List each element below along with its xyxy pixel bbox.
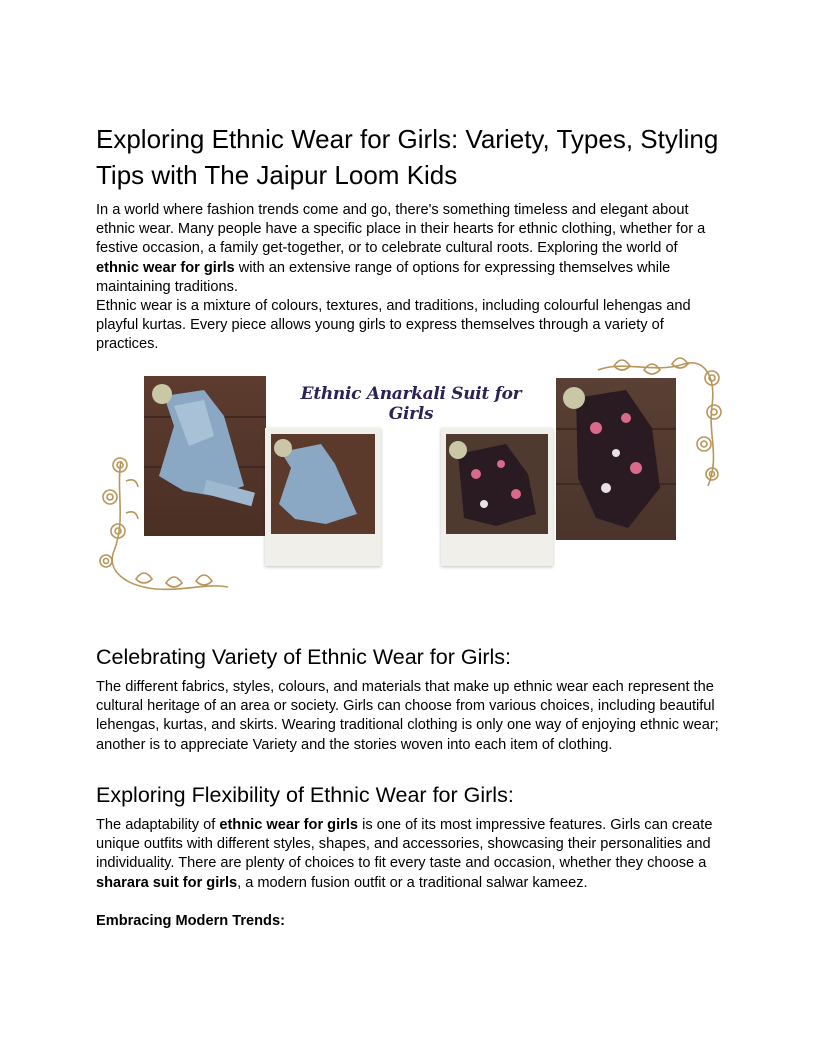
blue-anarkali-photo-large [144, 376, 266, 536]
intro-text-b: with an extensive range of options for expressing themselves while maintaining traditions. [96, 259, 671, 295]
blue-anarkali-photo-small [271, 434, 375, 534]
flex-text-a: The adaptability of [96, 817, 220, 833]
section-heading-flexibility: Exploring Flexibility of Ethnic Wear for Girls: [96, 783, 514, 807]
intro-paragraph-1 [96, 201, 720, 297]
flex-keyword-2: sharara suit for girls [96, 874, 238, 891]
dark-floral-suit-polaroid [441, 428, 553, 566]
section-heading-variety: Celebrating Variety of Ethnic Wear for Girls: [96, 645, 512, 669]
flex-text-c: , a modern fusion outfit or a traditional salwar kameez. [237, 874, 588, 891]
section-paragraph-variety: The different fabrics, styles, colours, and materials that make up ethnic wear each represent the cultural heritage of an area or society. Girls can choose from various choices, including beautiful lehengas, kurtas, and skirts. Wearing traditional clothing is only one way of enjoying ethnic wear; another is to appreciate Variety and the stories woven into each item of clothing. [96, 679, 719, 753]
section-paragraph-flexibility [96, 816, 720, 893]
page-title: Exploring Ethnic Wear for Girls: Variety, Types, Styling Tips with The Jaipur Loom Kids [96, 124, 719, 190]
dark-floral-suit-photo-small [446, 434, 548, 534]
section-heading-modern-trends: Embracing Modern Trends: [96, 913, 285, 929]
dark-floral-suit-photo-large [556, 378, 676, 540]
flex-keyword-1: ethnic wear for girls [219, 817, 359, 833]
intro-text-a: In a world where fashion trends come and go, there's something timeless and elegant about ethnic wear. Many people have a specific place in their hearts for ethnic clothing, whether for a festive occasion, a family get-together, or to celebrate cultural roots. Exploring the world of [96, 202, 706, 257]
intro-paragraph-2: Ethnic wear is a mixture of colours, textures, and traditions, including colourful lehengas and playful kurtas. Every piece allows young girls to express themselves through a variety of practices. [96, 298, 691, 353]
product-banner-image [96, 356, 726, 596]
blue-anarkali-polaroid [265, 428, 381, 566]
banner-title: Ethnic Anarkali Suit for Girls [300, 384, 522, 424]
intro-keyword: ethnic wear for girls [96, 259, 235, 276]
flex-text-b: is one of its most impressive features. Girls can create unique outfits with different styles, shapes, and accessories, showcasing their personalities and individuality. There are plenty of choices to fit every taste and occasion, whether they choose a [96, 817, 713, 872]
